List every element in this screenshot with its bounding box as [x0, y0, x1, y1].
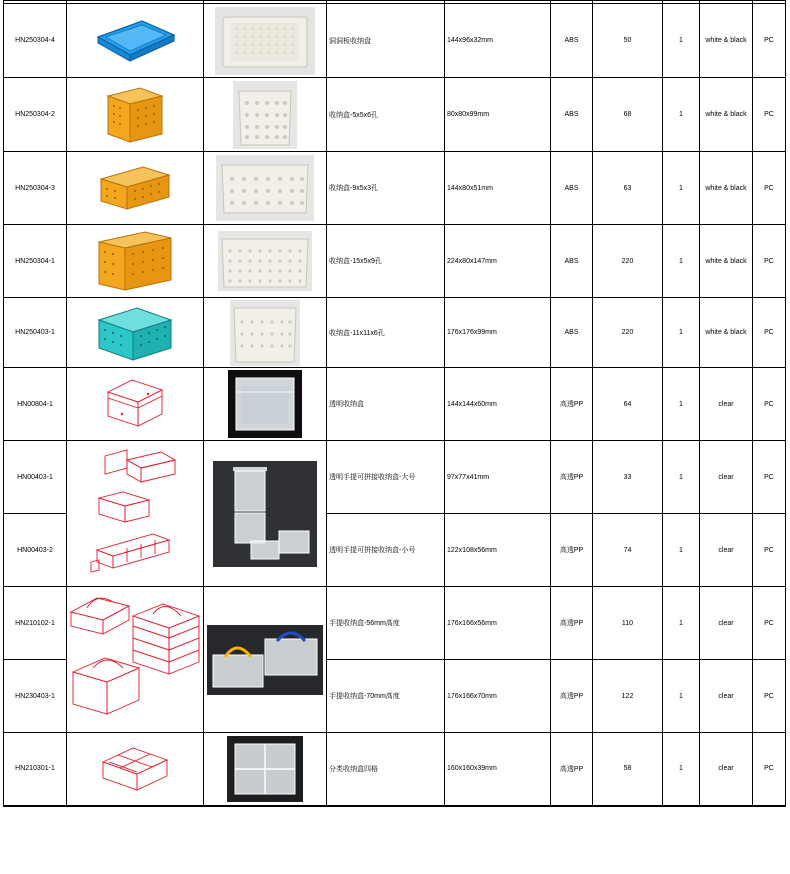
product-color: clear	[700, 441, 753, 514]
product-code: HN00403-1	[4, 441, 67, 514]
product-material: ABS	[551, 4, 593, 78]
product-photo	[204, 587, 327, 733]
product-size: 144x80x51mm	[445, 152, 551, 225]
product-unit: PC	[753, 514, 786, 587]
product-weight: 122	[593, 660, 663, 733]
product-weight: 33	[593, 441, 663, 514]
product-code: HN250304-1	[4, 225, 67, 298]
divided-box-photo	[227, 736, 303, 802]
product-material: 高透PP	[551, 514, 593, 587]
product-material: ABS	[551, 225, 593, 298]
product-material: ABS	[551, 152, 593, 225]
product-code: HN230403-1	[4, 660, 67, 733]
product-photo	[204, 368, 327, 441]
table-row	[4, 4, 786, 78]
white-basket-photo	[218, 231, 312, 291]
product-size: 97x77x41mm	[445, 441, 551, 514]
product-qty: 1	[663, 78, 700, 152]
table-row	[4, 152, 786, 225]
product-code: HN210301-1	[4, 733, 67, 806]
tray-cad-blue	[90, 17, 180, 65]
white-perforated-tray-photo	[215, 7, 315, 75]
product-weight: 50	[593, 4, 663, 78]
cad-drawing	[67, 441, 204, 587]
cad-drawing	[67, 4, 204, 78]
basket-cad-teal	[93, 302, 177, 364]
cad-drawing	[67, 298, 204, 368]
divided-box-line-drawing	[97, 740, 173, 798]
product-qty: 1	[663, 733, 700, 806]
product-material: 高透PP	[551, 368, 593, 441]
product-color: clear	[700, 660, 753, 733]
table-row	[4, 78, 786, 152]
basket-wide-cad-orange	[95, 163, 175, 213]
product-weight: 63	[593, 152, 663, 225]
product-name: 透明手提可拼接收纳盒-小号	[327, 514, 445, 587]
white-basket-photo	[233, 81, 297, 149]
product-unit: PC	[753, 4, 786, 78]
white-basket-photo	[216, 155, 314, 221]
product-size: 144x96x32mm	[445, 4, 551, 78]
product-size: 160x160x39mm	[445, 733, 551, 806]
product-color: clear	[700, 368, 753, 441]
product-size: 144x144x60mm	[445, 368, 551, 441]
product-weight: 74	[593, 514, 663, 587]
product-name: 分类收纳盒四格	[327, 733, 445, 806]
product-weight: 64	[593, 368, 663, 441]
product-qty: 1	[663, 514, 700, 587]
cad-drawing	[67, 368, 204, 441]
product-photo	[204, 298, 327, 368]
product-color: clear	[700, 733, 753, 806]
product-weight: 68	[593, 78, 663, 152]
product-color: white & black	[700, 152, 753, 225]
product-color: white & black	[700, 4, 753, 78]
product-weight: 220	[593, 225, 663, 298]
table-row	[4, 733, 786, 806]
product-unit: PC	[753, 368, 786, 441]
product-material: 高透PP	[551, 587, 593, 660]
product-code: HN250304-2	[4, 78, 67, 152]
product-unit: PC	[753, 660, 786, 733]
product-unit: PC	[753, 587, 786, 660]
product-code: HN250304-3	[4, 152, 67, 225]
product-weight: 58	[593, 733, 663, 806]
table-row	[4, 298, 786, 368]
clear-box-photo	[228, 370, 302, 438]
product-unit: PC	[753, 298, 786, 368]
product-size: 122x108x56mm	[445, 514, 551, 587]
cad-drawing	[67, 733, 204, 806]
handle-box-photo	[207, 625, 323, 695]
product-qty: 1	[663, 298, 700, 368]
table-row	[4, 587, 786, 660]
product-photo	[204, 152, 327, 225]
clear-box-line-drawing	[102, 376, 168, 432]
product-qty: 1	[663, 225, 700, 298]
product-qty: 1	[663, 4, 700, 78]
product-photo	[204, 733, 327, 806]
table-row	[4, 441, 786, 514]
product-code: HN210102-1	[4, 587, 67, 660]
product-size: 176x166x70mm	[445, 660, 551, 733]
product-unit: PC	[753, 441, 786, 514]
white-basket-photo	[230, 300, 300, 366]
product-material: ABS	[551, 298, 593, 368]
product-qty: 1	[663, 441, 700, 514]
product-material: 高透PP	[551, 660, 593, 733]
stackable-box-line-drawing	[87, 444, 183, 584]
product-name: 手提收纳盒-56mm高度	[327, 587, 445, 660]
product-color: clear	[700, 514, 753, 587]
product-name: 手提收纳盒-70mm高度	[327, 660, 445, 733]
basket-large-cad-orange	[93, 228, 177, 294]
product-table	[3, 0, 786, 807]
product-code: HN250304-4	[4, 4, 67, 78]
product-qty: 1	[663, 587, 700, 660]
product-material: ABS	[551, 78, 593, 152]
product-unit: PC	[753, 152, 786, 225]
product-photo	[204, 441, 327, 587]
cad-drawing	[67, 78, 204, 152]
product-photo	[204, 4, 327, 78]
product-material: 高透PP	[551, 441, 593, 514]
product-material: 高透PP	[551, 733, 593, 806]
product-color: white & black	[700, 78, 753, 152]
product-size: 176x166x56mm	[445, 587, 551, 660]
product-size: 80x80x99mm	[445, 78, 551, 152]
product-photo	[204, 78, 327, 152]
product-unit: PC	[753, 225, 786, 298]
product-name: 透明手提可拼接收纳盒-大号	[327, 441, 445, 514]
handle-box-line-drawing	[67, 588, 203, 732]
product-weight: 220	[593, 298, 663, 368]
product-name: 洞洞板收纳盘	[327, 4, 445, 78]
stackable-box-photo	[213, 461, 317, 567]
product-name: 收纳盒-5x5x6孔	[327, 78, 445, 152]
product-code: HN00403-2	[4, 514, 67, 587]
product-color: white & black	[700, 298, 753, 368]
cad-drawing	[67, 587, 204, 733]
product-weight: 110	[593, 587, 663, 660]
product-size: 224x80x147mm	[445, 225, 551, 298]
product-qty: 1	[663, 660, 700, 733]
product-code: HN00804-1	[4, 368, 67, 441]
product-name: 收纳盒-15x5x9孔	[327, 225, 445, 298]
cad-drawing	[67, 152, 204, 225]
product-name: 透明收纳盒	[327, 368, 445, 441]
product-unit: PC	[753, 733, 786, 806]
cad-drawing	[67, 225, 204, 298]
product-photo	[204, 225, 327, 298]
product-qty: 1	[663, 152, 700, 225]
table-row	[4, 225, 786, 298]
product-size: 176x176x99mm	[445, 298, 551, 368]
product-color: clear	[700, 587, 753, 660]
product-name: 收纳盒-11x11x6孔	[327, 298, 445, 368]
product-qty: 1	[663, 368, 700, 441]
table-row	[4, 368, 786, 441]
basket-small-cad-orange	[100, 82, 170, 148]
product-unit: PC	[753, 78, 786, 152]
product-code: HN250403-1	[4, 298, 67, 368]
product-name: 收纳盒-9x5x3孔	[327, 152, 445, 225]
product-color: white & black	[700, 225, 753, 298]
